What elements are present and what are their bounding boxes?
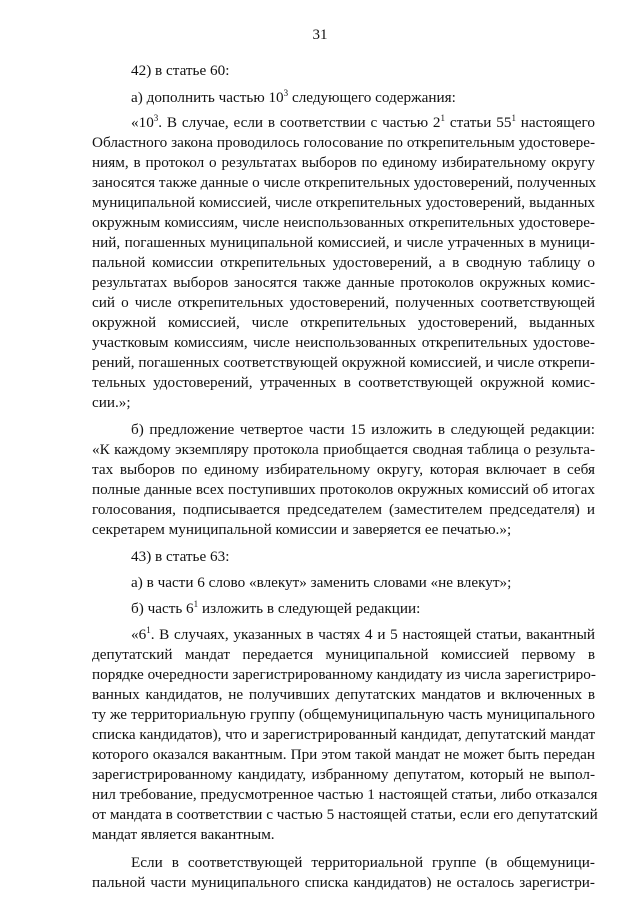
paragraph-line: зарегистрированному кандидату, избранному депутатом, который не выпол- [92,766,595,783]
item-b-sentence-four: б) предложение четвертое части 15 изложить в следующей редакции: [131,421,595,438]
paragraph-line: результатах выборов заносятся также данные протоколов окружных комис- [92,274,595,291]
item-a-add-part [131,88,595,107]
paragraph-line: ниям, в протокол о результатах выборов по единому избирательному округу [92,154,595,171]
paragraph-line: заносятся также данные о числе открепительных удостоверений, полученных [92,174,597,191]
text-segment: «10 [131,114,154,131]
paragraph-line: «К каждому экземпляру протокола приобщается сводная таблица о результа- [92,441,595,458]
paragraph-line: которого оказался вакантным. При этом такой мандат не может быть передан [92,746,595,763]
paragraph-line: от мандата в соответствии с частью 5 настоящей статьи, если его депутатский [92,806,598,823]
paragraph-line: голосования, подписывается председателем (заместителем председателя) и [92,501,595,518]
paragraph-line: порядке очередности зарегистрированному кандидату из числа зарегистриро- [92,666,596,683]
superscript: 3 [283,88,289,98]
paragraph-line: сии.»; [92,394,131,411]
text-segment: настоящего [515,114,595,131]
paragraph-line: окружным комиссиям, числе неиспользованных открепительных удостовере- [92,214,595,231]
paragraph-line: сий о числе открепительных удостоверений, полученных соответствующей [92,294,595,311]
paragraph-line: ту же территориальную группу (общемуниципальную часть муниципального [92,706,595,723]
paragraph-line: Областного закона проводилось голосование по открепительным удостовере- [92,134,595,151]
paragraph-line: окружной комиссией, числе открепительных удостоверений, выданных [92,314,595,331]
text-segment: . В случае, если в соответствии с частью 2 [158,114,441,131]
paragraph-line: секретарем муниципальной комиссии и заверяется ее печатью.»; [92,521,512,538]
paragraph-line: тельных удостоверений, утраченных в соответствующей окружной комис- [92,374,595,391]
item-42-heading: 42) в статье 60: [131,62,230,79]
superscript: 1 [193,599,199,609]
superscript: 1 [440,113,446,123]
paragraph-line: мандат является вакантным. [92,826,275,843]
item-43-heading: 43) в статье 63: [131,548,230,565]
text-segment: статьи 55 [445,114,512,131]
paragraph-line: пальной комиссии открепительных удостоверений, а в сводную таблицу о [92,254,595,271]
item-a-part-6: а) в части 6 слово «влекут» заменить словами «не влекут»; [131,574,512,591]
paragraph-line: нил требование, предусмотренное частью 1 настоящей статьи, либо отказался [92,786,598,803]
text-segment: следующего содержания: [288,89,456,106]
superscript: 1 [146,625,151,635]
paragraph-6-1-first-line [131,625,595,644]
item-b-part-6-1 [131,599,595,618]
text-segment: «6 [131,626,147,643]
paragraph-line: списка кандидатов), что и зарегистрированный кандидат, депутатский мандат [92,726,596,743]
paragraph-line: рений, погашенных соответствующей окружной комиссией, и числе открепи- [92,354,595,371]
text-segment: а) дополнить частью 10 [131,89,284,106]
paragraph-line: участковым комиссиям, числе неиспользованных открепительных удостове- [92,334,595,351]
paragraph-line: ванных кандидатов, не получивших депутатских мандатов и включенных в [92,686,595,703]
superscript: 3 [153,113,159,123]
text-segment: изложить в следующей редакции: [198,600,421,617]
paragraph-last-first-line: Если в соответствующей территориальной группе (в общемуници- [131,854,595,871]
paragraph-line: ний, погашенных муниципальной комиссией, и числе утраченных в муници- [92,234,595,251]
text-segment: . В случаях, указанных в частях 4 и 5 настоящей статьи, вакантный [150,626,595,643]
paragraph-line: полные данные всех поступивших протоколов окружных комиссий об итогах [92,481,595,498]
paragraph-line: тах выборов по единому избирательному округу, которая включает в себя [92,461,595,478]
page-number: 31 [312,27,328,43]
paragraph-10-3-first-line [131,113,595,132]
paragraph-line: пальной части муниципального списка кандидатов) не осталось зарегистри- [92,874,595,891]
paragraph-line: муниципальной комиссией, числе открепительных удостоверений, выданных [92,194,595,211]
text-segment: б) часть 6 [131,600,194,617]
superscript: 1 [511,113,516,123]
paragraph-line: депутатский мандат передается муниципальной комиссией первому в [92,646,595,663]
